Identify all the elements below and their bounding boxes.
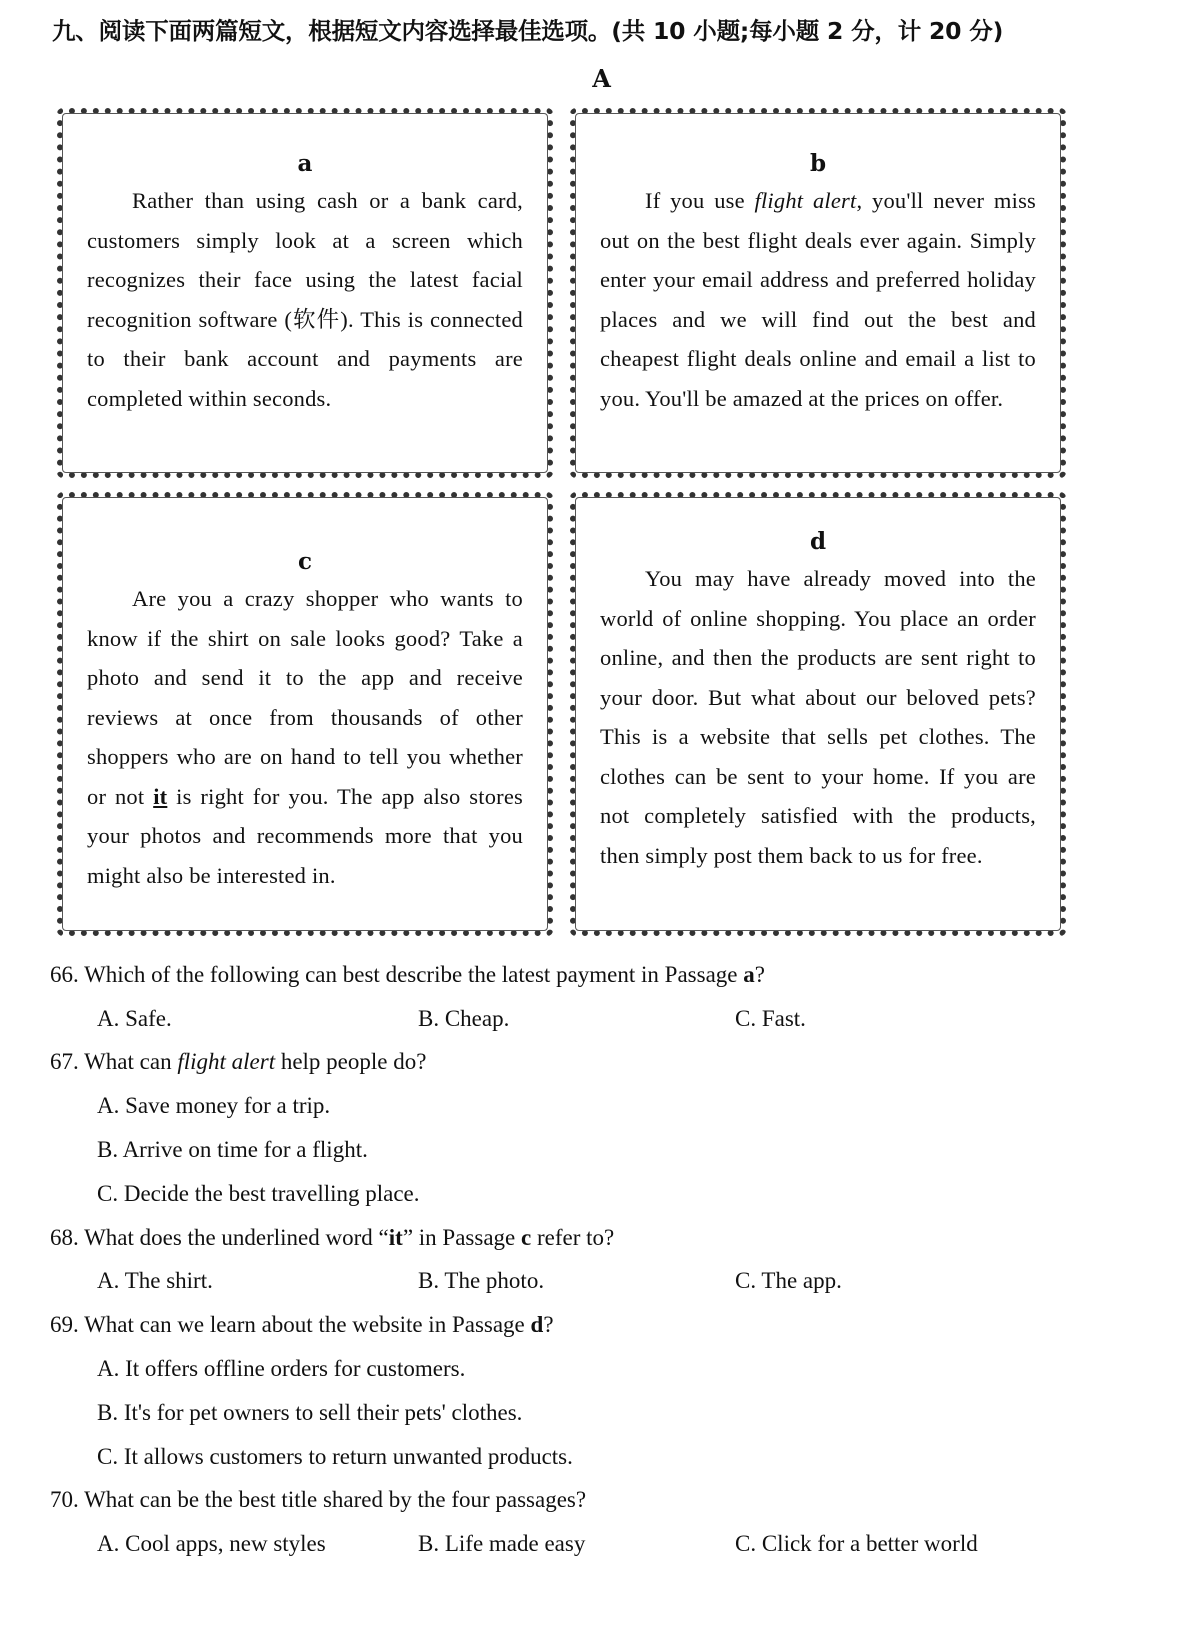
question-68-word: it — [388, 1225, 403, 1250]
q67-option-b[interactable]: B. Arrive on time for a flight. — [97, 1137, 368, 1162]
question-67-flight-alert: flight alert — [177, 1049, 276, 1074]
question-66-passage-ref: a — [743, 962, 755, 987]
passage-a-box — [57, 108, 553, 478]
underlined-it: it — [153, 783, 168, 809]
passage-d-box — [570, 492, 1066, 936]
question-69 — [50, 1312, 554, 1338]
question-68-stem-mid: ” in Passage — [402, 1225, 521, 1250]
passage-c-box — [57, 492, 553, 936]
section-instruction: 九、阅读下面两篇短文，根据短文内容选择最佳选项。(共 10 小题;每小题 2 分，计 20 分) — [52, 17, 1004, 45]
question-69-stem: What can we learn about the website in Passage — [84, 1312, 525, 1337]
passage-c-text — [73, 579, 537, 895]
question-68-passage-ref: c — [520, 1225, 532, 1250]
section-title: A — [592, 64, 611, 93]
passage-b-box — [570, 108, 1066, 478]
question-66 — [50, 962, 765, 988]
question-70-stem: What can be the best title shared by the four passages? — [84, 1487, 587, 1512]
q69-option-a[interactable]: A. It offers offline orders for customers. — [97, 1356, 466, 1381]
question-67-stem-pre: What can — [84, 1049, 178, 1074]
passage-d-text: You may have already moved into the world of online shopping. You place an order online, and then the products are sent right to your door. But what about our beloved pets? This is a website that sells pet clothes. The clothes can be sent to your home. If you are not completely satisfied with the products, then simply post them back to us for free. — [600, 566, 1036, 868]
question-68-number: 68. — [50, 1225, 79, 1250]
question-66-stem: Which of the following can best describe the latest payment in Passage — [84, 962, 738, 987]
q67-option-c[interactable]: C. Decide the best travelling place. — [97, 1181, 420, 1206]
question-69-end: ? — [543, 1312, 554, 1337]
passage-b-letter: b — [809, 150, 827, 177]
passage-a-letter: a — [297, 150, 313, 177]
q67-option-a[interactable]: A. Save money for a trip. — [97, 1093, 331, 1118]
question-69-number: 69. — [50, 1312, 79, 1337]
question-67 — [50, 1049, 426, 1075]
q66-option-a[interactable]: A. Safe. — [97, 1006, 172, 1031]
passage-d-letter: d — [809, 528, 827, 555]
question-68 — [50, 1225, 614, 1251]
flight-alert-term: flight alert — [754, 188, 857, 213]
q66-option-c[interactable]: C. Fast. — [735, 1006, 806, 1031]
question-70 — [50, 1487, 586, 1513]
question-68-stem-post: refer to? — [531, 1225, 615, 1250]
passage-c-text-post: is right for you. The app also stores your photos and recommends more that you might also be interested in. — [87, 783, 523, 888]
q69-option-b[interactable]: B. It's for pet owners to sell their pets' clothes. — [97, 1400, 523, 1425]
question-66-number: 66. — [50, 962, 79, 987]
passage-a-text: Rather than using cash or a bank card, customers simply look at a screen which recognizes their face using the latest facial recognition software (软件). This is connected to their bank account and payments are completed within seconds. — [87, 188, 523, 411]
passage-b-text-post: , you'll never miss out on the best flight deals ever again. Simply enter your email address and preferred holiday places and we will find out the best and cheapest flight deals online and email a list to you. You'll be amazed at the prices on offer. — [600, 188, 1036, 411]
question-67-stem-post: help people do? — [275, 1049, 427, 1074]
q70-option-b[interactable]: B. Life made easy — [418, 1531, 586, 1556]
q68-option-b[interactable]: B. The photo. — [418, 1268, 545, 1293]
question-69-passage-ref: d — [530, 1312, 544, 1337]
q68-option-a[interactable]: A. The shirt. — [97, 1268, 213, 1293]
q69-option-c[interactable]: C. It allows customers to return unwanted products. — [97, 1444, 573, 1469]
question-66-end: ? — [754, 962, 765, 987]
q70-option-c[interactable]: C. Click for a better world — [735, 1531, 978, 1556]
passage-c-text-pre: Are you a crazy shopper who wants to know if the shirt on sale looks good? Take a photo and send it to the app and receive reviews at once from thousands of other shoppers who are on hand to tell you whether or not — [87, 586, 523, 809]
passage-b-text-pre: If you use — [645, 188, 755, 213]
passage-b-text — [586, 181, 1050, 418]
q68-option-c[interactable]: C. The app. — [735, 1268, 842, 1293]
passage-c-letter: c — [297, 548, 312, 575]
question-67-number: 67. — [50, 1049, 79, 1074]
q66-option-b[interactable]: B. Cheap. — [418, 1006, 510, 1031]
question-70-number: 70. — [50, 1487, 79, 1512]
q70-option-a[interactable]: A. Cool apps, new styles — [97, 1531, 326, 1556]
question-68-stem-pre: What does the underlined word “ — [84, 1225, 389, 1250]
